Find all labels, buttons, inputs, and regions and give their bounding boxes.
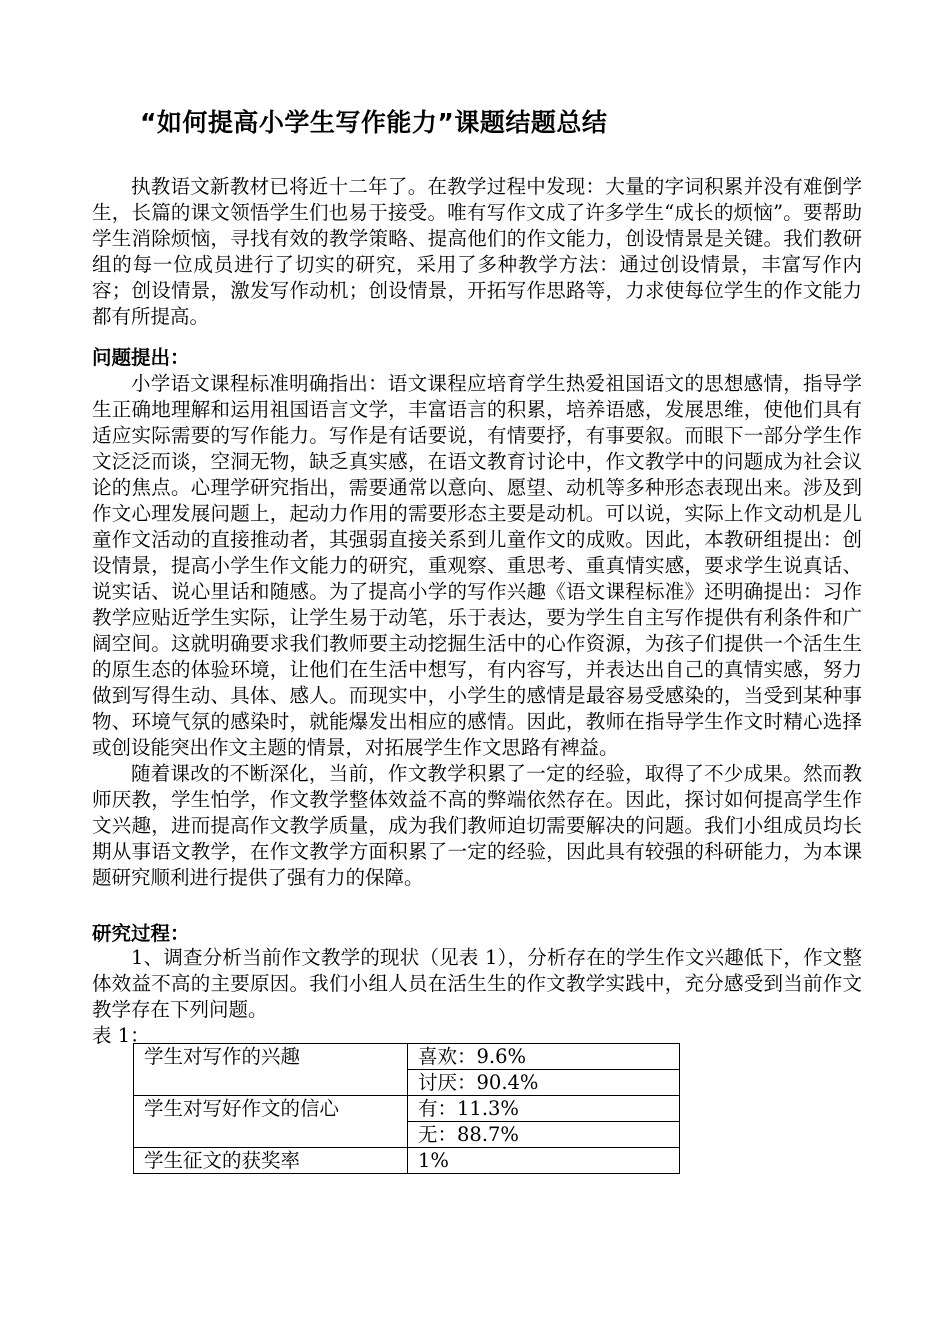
intro-section <box>92 174 862 330</box>
table-cell-item: 学生对写作的兴趣 <box>134 1044 408 1096</box>
table-cell-value: 1% <box>408 1148 680 1174</box>
table-cell-value: 无：88.7% <box>408 1122 680 1148</box>
table-cell-value: 有：11.3% <box>408 1096 680 1122</box>
process-section <box>92 945 862 1023</box>
table-cell-item: 学生征文的获奖率 <box>134 1148 408 1174</box>
problem-section <box>92 371 862 891</box>
section-heading-problem: 问题提出： <box>92 346 190 369</box>
table-row <box>134 1044 680 1070</box>
table-row <box>134 1096 680 1122</box>
section-heading-process: 研究过程： <box>92 922 190 945</box>
process-paragraph-1: 1、调查分析当前作文教学的现状（见表 1），分析存在的学生作文兴趣低下，作文整体效益不高的主要原因。我们小组人员在活生生的作文教学实践中，充分感受到当前作文教学存在下列问题。 <box>92 946 862 1021</box>
table-row <box>134 1148 680 1174</box>
table-label: 表 1： <box>92 1024 150 1047</box>
table-cell-item: 学生对写好作文的信心 <box>134 1096 408 1148</box>
survey-table <box>133 1043 680 1174</box>
problem-paragraph-1: 小学语文课程标准明确指出：语文课程应培育学生热爱祖国语文的思想感情，指导学生正确地理解和运用祖国语言文学，丰富语言的积累，培养语感，发展思维，使他们具有适应实际需要的写作能力。写作是有话要说，有情要抒，有事要叙。而眼下一部分学生作文泛泛而谈，空洞无物，缺乏真实感，在语文教育讨论中，作文教学中的问题成为社会议论的焦点。心理学研究指出，需要通常以意向、愿望、动机等多种形态表现出来。涉及到作文心理发展问题上，起动力作用的需要形态主要是动机。可以说，实际上作文动机是儿童作文活动的直接推动者，其强弱直接关系到儿童作文的成败。因此，本教研组提出：创设情景，提高小学生作文能力的研究，重观察、重思考、重真情实感，要求学生说真话、说实话、说心里话和随感。为了提高小学的写作兴趣《语文课程标准》还明确提出：习作教学应贴近学生实际，让学生易于动笔，乐于表达，要为学生自主写作提供有利条件和广阔空间。这就明确要求我们教师要主动挖掘生活中的心作资源，为孩子们提供一个活生生的原生态的体验环境，让他们在生活中想写，有内容写，并表达出自己的真情实感，努力做到写得生动、具体、感人。而现实中，小学生的感情是最容易受感染的，当受到某种事物、环境气氛的感染时，就能爆发出相应的感情。因此，教师在指导学生作文时精心选择或创设能突出作文主题的情景，对拓展学生作文思路有裨益。 <box>92 372 862 759</box>
document-title: “如何提高小学生写作能力”课题结题总结 <box>140 108 608 137</box>
table-cell-value: 讨厌：90.4% <box>408 1070 680 1096</box>
intro-paragraph: 执教语文新教材已将近十二年了。在教学过程中发现：大量的字词积累并没有难倒学生，长篇的课文领悟学生们也易于接受。唯有写作文成了许多学生“成长的烦恼”。要帮助学生消除烦恼，寻找有效的教学策略、提高他们的作文能力，创设情景是关键。我们教研组的每一位成员进行了切实的研究，采用了多种教学方法：通过创设情景，丰富写作内容；创设情景，激发写作动机；创设情景，开拓写作思路等，力求使每位学生的作文能力都有所提高。 <box>92 175 862 328</box>
table-cell-value: 喜欢：9.6% <box>408 1044 680 1070</box>
problem-paragraph-2: 随着课改的不断深化，当前，作文教学积累了一定的经验，取得了不少成果。然而教师厌教，学生怕学，作文教学整体效益不高的弊端依然存在。因此，探讨如何提高学生作文兴趣，进而提高作文教学质量，成为我们教师迫切需要解决的问题。我们小组成员均长期从事语文教学，在作文教学方面积累了一定的经验，因此具有较强的科研能力，为本课题研究顺利进行提供了强有力的保障。 <box>92 762 862 889</box>
